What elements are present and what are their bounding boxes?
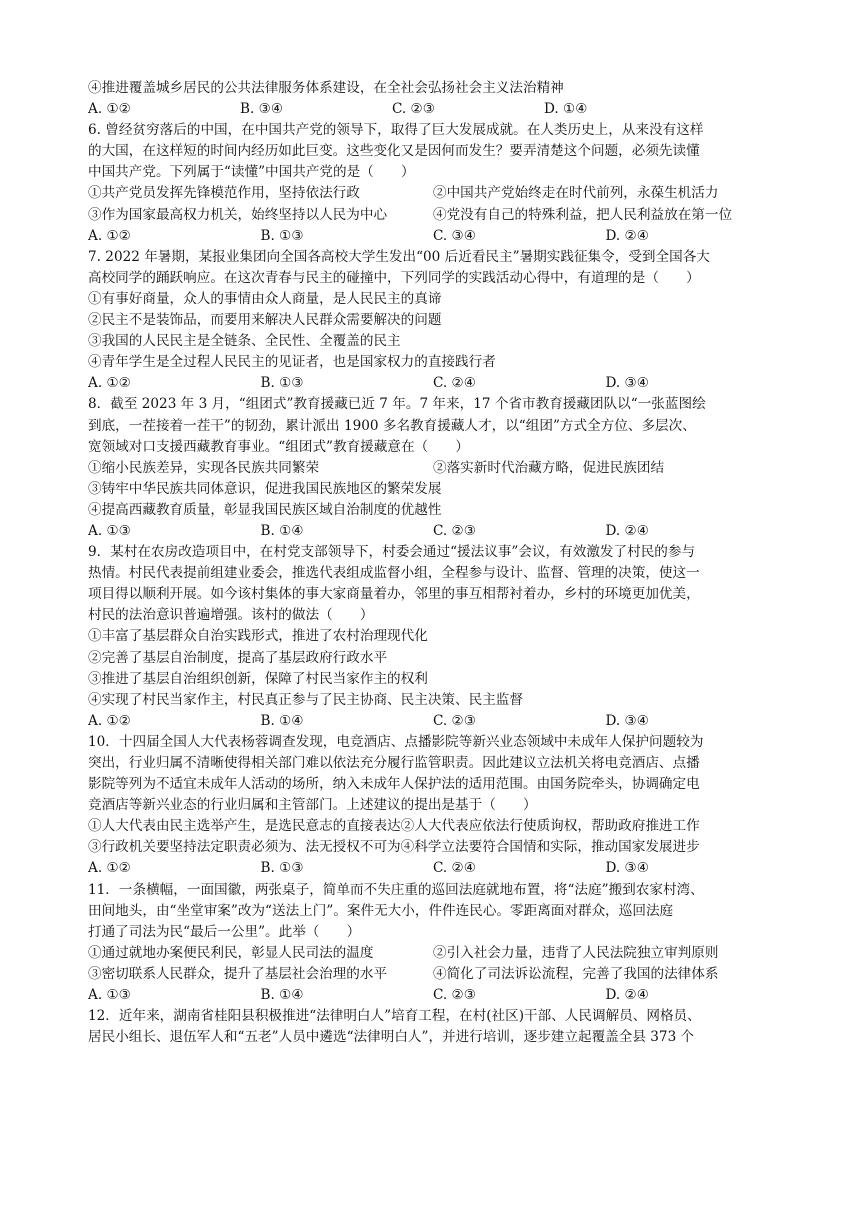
- q5-choice-d[interactable]: D. ①④: [544, 101, 588, 118]
- q10-stem-line: 影院等列为不适宜未成年人活动的场所，纳入未成年人保护法的适用范围。由国务院牵头，协调确定电: [88, 776, 700, 793]
- q9-stem-line: 项目得以顺利开展。如今该村集体的事大家商量着办，邻里的事互相帮衬着办，乡村的环境更加优美，: [88, 586, 700, 603]
- q6-item-row: [88, 205, 778, 226]
- exam-page: [88, 78, 778, 1048]
- q9-stem-line: 热情。村民代表提前组建业委会，推选代表组成监督小组，全程参与设计、监督、管理的决策，使这一: [88, 565, 700, 582]
- question-11: [88, 880, 778, 1007]
- q7-choice-d[interactable]: D. ③④: [605, 375, 649, 392]
- q11-item-1: ①通过就地办案便民利民，彰显人民司法的温度: [88, 944, 374, 961]
- q8-choice-b[interactable]: B. ①④: [260, 522, 304, 539]
- q11-item-row: [88, 943, 778, 964]
- question-10: [88, 732, 778, 880]
- q9-choice-c[interactable]: C. ②③: [433, 712, 476, 729]
- q10-stem-line: 突出，行业归属不清晰使得相关部门难以依法充分履行监管职责。因此建议立法机关将电竞酒店、点播: [88, 755, 700, 771]
- q6-choice-c[interactable]: C. ③④: [433, 227, 476, 244]
- q9-choice-d[interactable]: D. ③④: [605, 712, 649, 729]
- question-7: [88, 247, 778, 395]
- q12-stem-line: 12．近年来，湖南省桂阳县积极推进“法律明白人”培育工程，在村(社区)干部、人民调解员、网格员、: [88, 1008, 701, 1025]
- q5-item-4: ④推进覆盖城乡居民的公共法律服务体系建设，在全社会弘扬社会主义法治精神: [88, 80, 564, 96]
- q8-item-3: ③铸牢中华民族共同体意识，促进我国民族地区的繁荣发展: [88, 480, 442, 497]
- q6-item-2: ②中国共产党始终走在时代前列，永葆生机活力: [433, 185, 719, 202]
- q6-choice-b[interactable]: B. ①③: [260, 227, 304, 244]
- q9-choice-b[interactable]: B. ①④: [260, 712, 304, 729]
- q11-item-row: [88, 964, 778, 985]
- q8-item-1: ①缩小民族差异，实现各民族共同繁荣: [88, 459, 320, 476]
- q10-stem-line: 竞酒店等新兴业态的行业归属和主管部门。上述建议的提出是基于（ ）: [88, 797, 537, 814]
- q6-item-3: ③作为国家最高权力机关，始终坚持以人民为中心: [88, 206, 388, 223]
- q11-choice-c[interactable]: C. ②③: [433, 987, 476, 1004]
- q6-choice-d[interactable]: D. ②④: [605, 227, 649, 244]
- q9-choices: [88, 711, 778, 732]
- q8-stem-line: 到底，一茬接着一茬干”的韧劲，累计派出 1900 多名教育援藏人才，以“组团”方式全方位、多层次、: [88, 417, 696, 434]
- q11-choices: [88, 985, 778, 1006]
- q10-item-row: ①人大代表由民主选举产生，是选民意志的直接表达②人大代表应依法行使质询权，帮助政府推进工作: [88, 818, 700, 835]
- q9-item-3: ③推进了基层自治组织创新，保障了村民当家作主的权利: [88, 670, 428, 687]
- q7-choice-a[interactable]: A. ①②: [88, 375, 131, 392]
- q9-choice-a[interactable]: A. ①②: [88, 712, 131, 729]
- q6-stem-line: 6. 曾经贫穷落后的中国，在中国共产党的领导下，取得了巨大发展成就。在人类历史上，从来没有这样: [88, 122, 704, 139]
- q8-item-2: ②落实新时代治藏方略，促进民族团结: [433, 459, 665, 476]
- q7-item-1: ①有事好商量，众人的事情由众人商量，是人民民主的真谛: [88, 290, 442, 307]
- q7-item-3: ③我国的人民民主是全链条、全民性、全覆盖的民主: [88, 333, 401, 350]
- q8-choices: [88, 521, 778, 542]
- q6-choices: [88, 226, 778, 247]
- q9-item-4: ④实现了村民当家作主，村民真正参与了民主协商、民主决策、民主监督: [88, 691, 523, 708]
- q11-item-3: ③密切联系人民群众，提升了基层社会治理的水平: [88, 965, 388, 982]
- question-8: [88, 394, 778, 542]
- q7-item-4: ④青年学生是全过程人民民主的见证者，也是国家权力的直接践行者: [88, 354, 496, 371]
- q8-choice-d[interactable]: D. ②④: [605, 522, 649, 539]
- q10-choice-b[interactable]: B. ①③: [260, 860, 304, 877]
- q7-stem-line: 高校同学的踊跃响应。在这次青春与民主的碰撞中，下列同学的实践活动心得中，有道理的是（ ）: [88, 269, 700, 286]
- q11-item-2: ②引入社会力量，违背了人民法院独立审判原则: [433, 944, 719, 961]
- q9-item-1: ①丰富了基层群众自治实践形式，推进了农村治理现代化: [88, 628, 428, 645]
- question-12: [88, 1006, 778, 1048]
- q7-stem-line: 7. 2022 年暑期，某报业集团向全国各高校大学生发出“00 后近看民主”暑期实践征集令，受到全国各大: [88, 248, 710, 265]
- q10-choice-d[interactable]: D. ③④: [605, 860, 649, 877]
- q8-item-4: ④提高西藏教育质量，彰显我国民族区域自治制度的优越性: [88, 501, 442, 518]
- q10-stem-line: 10．十四届全国人大代表杨蓉调查发现，电竞酒店、点播影院等新兴业态领域中未成年人保护问题较为: [88, 733, 704, 750]
- question-6: [88, 120, 778, 247]
- q9-stem-line: 9．某村在农房改造项目中，在村党支部领导下，村委会通过“援法议事”会议，有效激发了村民的参与: [88, 544, 696, 561]
- q7-choice-b[interactable]: B. ①③: [260, 375, 304, 392]
- q11-stem-line: 田间地头，由“坐堂审案”改为“送法上门”。案件无大小，件件连民心。零距离面对群众，巡回法庭: [88, 902, 674, 919]
- q9-item-2: ②完善了基层自治制度，提高了基层政府行政水平: [88, 649, 388, 666]
- question-9: [88, 542, 778, 732]
- q6-item-4: ④党没有自己的特殊利益，把人民利益放在第一位: [433, 206, 733, 223]
- q8-item-row: [88, 458, 778, 479]
- q10-choice-c[interactable]: C. ②④: [433, 860, 476, 877]
- q11-item-4: ④简化了司法诉讼流程，完善了我国的法律体系: [433, 965, 719, 982]
- q11-choice-d[interactable]: D. ②④: [605, 987, 649, 1004]
- q8-stem-line: 8．截至 2023 年 3 月，“组团式”教育援藏已近 7 年。7 年来，17 个省市教育援藏团队以“一张蓝图绘: [88, 396, 706, 413]
- q6-choice-a[interactable]: A. ①②: [88, 227, 131, 244]
- q7-item-2: ②民主不是装饰品，而要用来解决人民群众需要解决的问题: [88, 312, 442, 329]
- q5-choice-b[interactable]: B. ③④: [240, 101, 284, 118]
- q11-choice-b[interactable]: B. ①④: [260, 987, 304, 1004]
- q10-item-row: ③行政机关要坚持法定职责必须为、法无授权不可为④科学立法要符合国情和实际，推动国家发展进步: [88, 839, 700, 856]
- q5-choices: [88, 99, 778, 120]
- q5-choice-a[interactable]: A. ①②: [88, 101, 131, 118]
- q9-stem-line: 村民的法治意识普遍增强。该村的做法（ ）: [88, 607, 374, 624]
- q10-choice-a[interactable]: A. ①②: [88, 860, 131, 877]
- q8-choice-c[interactable]: C. ②③: [433, 522, 476, 539]
- q12-stem-line: 居民小组长、退伍军人和“五老”人员中遴选“法律明白人”，并进行培训，逐步建立起覆盖全县 373 个: [88, 1029, 695, 1046]
- q6-item-row: [88, 183, 778, 204]
- q11-stem-line: 打通了司法为民“最后一公里”。此举（ ）: [88, 923, 361, 940]
- q5-choice-c[interactable]: C. ②③: [392, 101, 435, 118]
- q10-choices: [88, 858, 778, 879]
- q6-stem-line: 的大国，在这样短的时间内经历如此巨变。这些变化又是因何而发生？要弄清楚这个问题，必须先读懂: [88, 143, 700, 160]
- q8-stem-line: 宽领域对口支援西藏教育事业。“组团式”教育援藏意在（ ）: [88, 438, 469, 455]
- q8-choice-a[interactable]: A. ①③: [88, 522, 131, 539]
- q11-stem-line: 11．一条横幅，一面国徽，两张桌子，简单而不失庄重的巡回法庭就地布置，将“法庭”搬到农家村湾、: [88, 881, 704, 898]
- q6-stem-line: 中国共产党。下列属于“读懂”中国共产党的是（ ）: [88, 164, 415, 181]
- q6-item-1: ①共产党员发挥先锋模范作用，坚持依法行政: [88, 185, 360, 202]
- q7-choices: [88, 373, 778, 394]
- q11-choice-a[interactable]: A. ①③: [88, 987, 131, 1004]
- q7-choice-c[interactable]: C. ②④: [433, 375, 476, 392]
